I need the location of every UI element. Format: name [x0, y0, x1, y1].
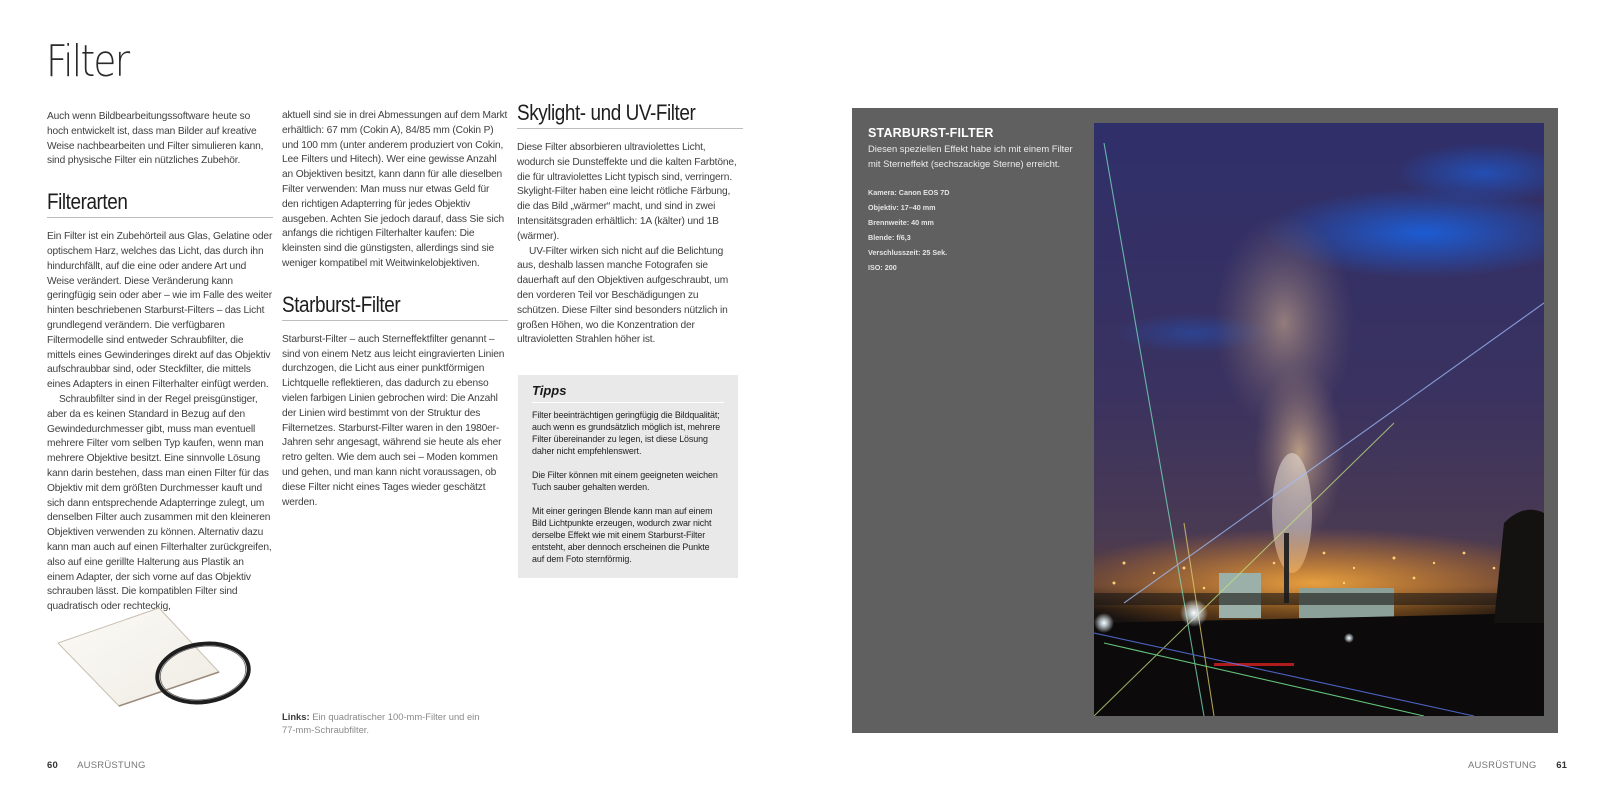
image-caption [282, 710, 482, 736]
filterarten-paragraph-2: Schraubfilter sind in der Regel preisgünstiger, aber da es keinen Standard in Bezug auf den Gewindedurchmesser gibt, muss man eventuell mehrere Filter vom selben Typ kaufen, wenn man mehrere Objektive besitzt. Eine sinnvolle Lösung kann darin bestehen, dass man einen Filter für das Objektiv mit dem größten Durchmesser kauft und sich dann entsprechende Adapterringe zulegt, um denselben Filter auch zusammen mit den kleineren Objektiven verwenden zu können. Alternativ dazu kann man auch auf einen Filterhalter zurückgreifen, also auf eine gerillte Halterung aus Plastik an einem Adapter, der sich vorne auf das Objektiv schrauben lässt. Die kompatiblen Filter sind quadratisch oder rechteckig, [47, 393, 272, 613]
folio-left [47, 760, 146, 771]
tipp-item: Filter beeinträchtigen geringfügig die Bildqualität; auch wenn es grundsätzlich möglich ist, mehrere Filter übereinander zu legen, ist diese Lösung daher nicht empfehlenswert. [532, 409, 721, 456]
exif-shutter: Verschlusszeit: 25 Sek. [868, 248, 948, 257]
skylight-paragraph-1: Diese Filter absorbieren ultraviolettes Licht, wodurch sie Dunsteffekte und die kalten Farbtöne, die für ultraviolettes Licht typisch sind, verringern. Skylight-Filter haben eine leicht rötliche Färbung, die das Bild „wärmer“ macht, und sind in zwei Intensitätsgraden erhältlich: 1A (kälter) und 1B (wärmer). [517, 142, 737, 242]
exif-camera: Kamera: Canon EOS 7D [868, 188, 950, 197]
exif-focal-length: Brennweite: 40 mm [868, 218, 934, 227]
skylight-paragraph-2: UV-Filter wirken sich nicht auf die Belichtung aus, deshalb lassen manche Fotografen sie dauerhaft auf den Objektiven aufgeschraubt, um den vorderen Teil vor Beschädigungen zu schützen. Diese Filter sind besonders nützlich in großen Höhen, wo die Konzentration der ultravioletten Strahlen höher ist. [517, 245, 729, 346]
exif-list [868, 185, 1078, 275]
tipp-item: Die Filter können mit einem geeigneten weichen Tuch sauber gehalten werden. [532, 469, 718, 492]
heading-rule [282, 320, 508, 321]
page-number-left: 60 [47, 760, 58, 771]
column-1 [47, 110, 273, 615]
page-title: Filter [46, 36, 129, 87]
page-number-right: 61 [1556, 760, 1568, 771]
tipp-item: Mit einer geringen Blende kann man auf einem Bild Lichtpunkte erzeugen, wodurch zwar nicht derselbe Effekt wie mit einem Starburst-Filter entsteht, aber dennoch erscheinen die Punkte auf dem Foto sternförmig. [532, 505, 713, 564]
section-name-left: AUSRÜSTUNG [77, 760, 146, 771]
exif-aperture: Blende: f/6,3 [868, 233, 911, 242]
heading-starburst: Starburst-Filter [282, 291, 401, 317]
caption-text: Ein quadratischer 100-mm-Filter und ein 77-mm-Schraubfilter. [282, 711, 480, 735]
exif-lens: Objektiv: 17–40 mm [868, 203, 936, 212]
heading-rule [47, 217, 273, 218]
panel-description: Diesen speziellen Effekt habe ich mit einem Filter mit Sterneffekt (sechszackige Sterne) erreicht. [868, 143, 1073, 169]
filter-product-image [55, 605, 260, 715]
exif-iso: ISO: 200 [868, 263, 897, 272]
folio-right [1468, 760, 1567, 771]
filterarten-paragraph-3: aktuell sind sie in drei Abmessungen auf dem Markt erhältlich: 67 mm (Cokin A), 84/85 mm (Cokin P) und 100 mm (unter anderem produziert von Cokin, Lee Filters und Hitech). Wer eine gewisse Anzahl an Objektiven besitzt, kann dann für alle dieselben Filter verwenden: Man muss nur etwas Geld für den richtigen Adapterring für jedes Objektiv ausgeben. Achten Sie jedoch darauf, dass Sie sich anfangs die richtigen Filterhalter kaufen: Die kleinsten sind die günstigsten, allerdings sind sie weniger kompatibel mit Weitwinkelobjektiven. [282, 110, 508, 269]
heading-rule [517, 128, 743, 129]
intro-paragraph: Auch wenn Bildbearbeitungssoftware heute so hoch entwickelt ist, dass man Bilder auf kreative Weise nachbearbeiten und Filter simulieren kann, sind physische Filter ein nützliches Zubehör. [47, 111, 264, 167]
starburst-paragraph: Starburst-Filter – auch Sterneffektfilter genannt – sind von einem Netz aus leicht eingravierten Linien durchzogen, die Licht aus einer punktförmigen Lichtquelle reflektieren, das dadurch zu ebenso vielen farbigen Linien gebrochen wird: Die Anzahl der Linien wird bestimmt von der Struktur des Filternetzes. Starburst-Filter waren in den 1980er-Jahren sehr angesagt, während sie heute als eher retro gelten. Wie dem auch sei – Moden kommen und gehen, und man kann nicht voraussagen, ob diese Filter nicht eines Tages wieder geschätzt werden. [282, 333, 505, 508]
column-2 [282, 109, 508, 510]
caption-label: Links: [282, 711, 310, 722]
starburst-night-photo [1094, 123, 1544, 716]
filterarten-paragraph-1: Ein Filter ist ein Zubehörteil aus Glas, Gelatine oder optischem Harz, welches das Licht, das durch ihn hindurchfällt, auf die eine oder andere Art und Weise verändert. Diese Veränderung kann geringfügig sein oder aber – wie im Falle des weiter hinten beschriebenen Starburst-Filters – das Licht grundlegend verändern. Die verfügbaren Filtermodelle sind entweder Schraubfilter, die mittels eines Gewinderinges direkt auf das Objektiv aufschraubbar sind, oder Steckfilter, die mittels eines Adapters in einen Filterhalter einfügt werden. [47, 231, 273, 391]
heading-skylight-uv: Skylight- und UV-Filter [517, 100, 696, 125]
column-3 [517, 100, 743, 348]
tipps-title: Tipps [532, 383, 724, 403]
section-name-right: AUSRÜSTUNG [1468, 760, 1537, 771]
panel-title: STARBURST-FILTER [868, 126, 994, 140]
photo-panel [852, 108, 1558, 733]
heading-filterarten: Filterarten [47, 189, 128, 215]
panel-text [868, 126, 1078, 275]
tipps-box [518, 375, 738, 578]
square-filter-icon [58, 608, 219, 706]
